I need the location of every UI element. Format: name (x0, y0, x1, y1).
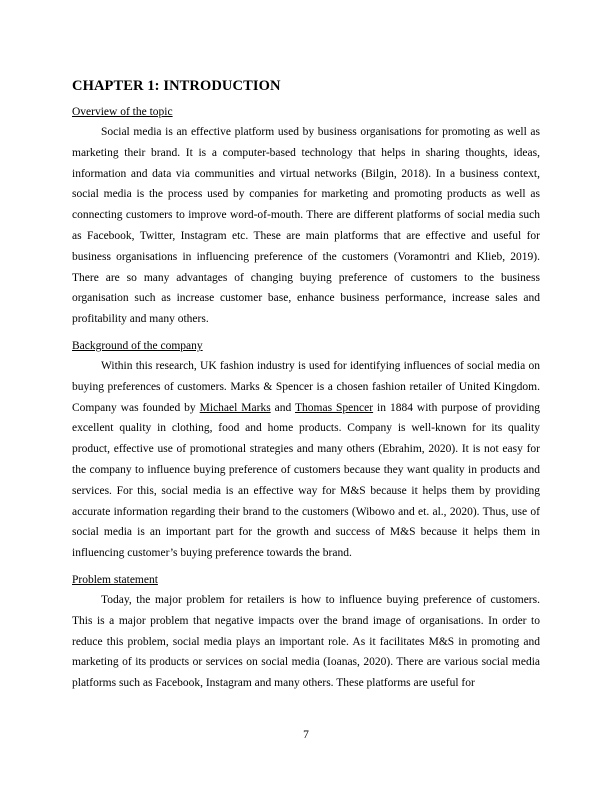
page-number: 7 (303, 729, 309, 741)
paragraph-background-end: in 1884 with purpose of providing excellent quality in clothing, food and home products. Company is well-known for its quality product, effective use of promotional strategies and many others (Ebrahim, 2020). It is not easy for the company to influence buying preference of customers because they want quality in products and services. For this, social media is an effective way for M&S because it helps them by providing accurate information regarding their brand to the customers (Wibowo and et. al., 2020). Thus, use of social media is an important part for the growth and success of M&S because it helps them in influencing customer’s buying preference towards the brand. (72, 401, 540, 560)
chapter-title: CHAPTER 1: INTRODUCTION (72, 78, 281, 94)
section-problem (72, 570, 540, 694)
link-thomas-spencer[interactable]: Thomas Spencer (295, 401, 374, 414)
section-heading-background: Background of the company (72, 339, 203, 352)
paragraph-overview: Social media is an effective platform used by business organisations for promoting as well as marketing their brand. It is a computer-based technology that helps in sharing thoughts, ideas, information and data via communities and virtual networks (Bilgin, 2018). In a business context, social media is the process used by companies for marketing and promoting products as well as connecting customers to improve word-of-mouth. There are different platforms of social media such as Facebook, Twitter, Instagram etc. These are main platforms that are effective and useful for business organisations in influencing preference of the customers (Voramontri and Klieb, 2019). There are so many advantages of changing buying preference of customers to the business organisation such as increase customer base, enhance business performance, increase sales and profitability and many others. (72, 126, 540, 326)
section-heading-overview: Overview of the topic (72, 106, 173, 118)
section-background (72, 336, 540, 564)
section-overview (72, 102, 540, 330)
link-michael-marks[interactable]: Michael Marks (199, 401, 271, 414)
paragraph-background-between: and (270, 401, 296, 414)
page-content (72, 76, 540, 694)
paragraph-problem: Today, the major problem for retailers is how to influence buying preference of customers. This is a major problem that negative impacts over the brand image of organisations. In order to reduce this problem, social media plays an important role. As it facilitates M&S in promoting and marketing of its products or services on social media (Ioanas, 2020). There are various social media platforms such as Facebook, Instagram and many others. These platforms are useful for (72, 593, 540, 690)
paragraph-background-start: Within this research, UK fashion industry is used for identifying influences of social media on buying preferences of customers. Marks & Spencer is a chosen fashion retailer of United Kingdom. Company was founded by (72, 359, 540, 414)
section-heading-problem: Problem statement (72, 573, 158, 586)
paragraph-background (72, 356, 540, 564)
